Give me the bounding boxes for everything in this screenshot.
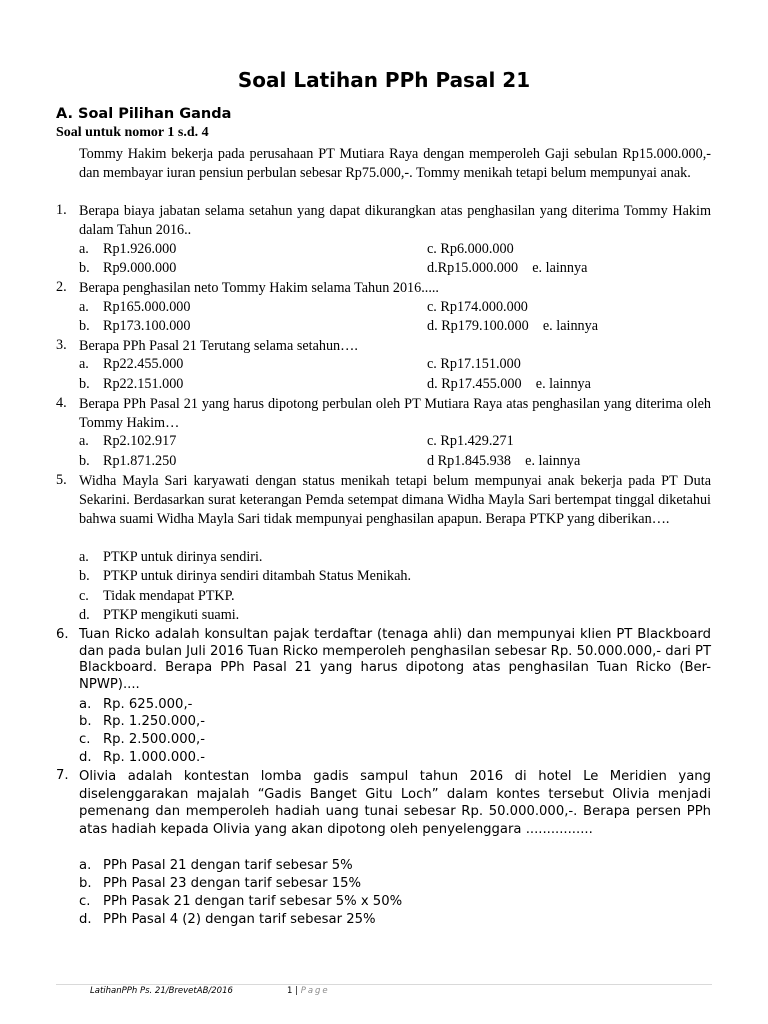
option-c: c. Rp17.151.000 (427, 356, 521, 372)
option-a (79, 299, 191, 316)
question-text: Olivia adalah kontestan lomba gadis sampul tahun 2016 di hotel Le Meridien yang diselenggarakan majalah “Gadis Banget Gitu Loch” dalam kontes tersebut Olivia menjadi pemenang dan memperoleh hadiah uang tunai sebesar Rp. 50.000.000,-. Berapa persen PPh atas hadiah kepada Olivia yang akan dipotong oleh penyelenggara ................ (79, 769, 711, 837)
question-number: 3. (56, 337, 67, 353)
option-d (79, 912, 376, 927)
option-a (79, 433, 176, 450)
option-d-e (427, 376, 591, 393)
option-text: Rp1.871.250 (103, 453, 177, 469)
option-a (79, 697, 192, 712)
option-d-e (427, 318, 598, 335)
option-a (79, 858, 353, 873)
option-d-e (427, 260, 587, 277)
option-letter: c. (79, 588, 89, 604)
question-number: 6. (56, 627, 69, 642)
section-heading (56, 106, 231, 122)
option-b (79, 568, 411, 585)
question-text: Tuan Ricko adalah konsultan pajak terdaftar (tenaga ahli) dan mempunyai klien PT Blackboard dan pada bulan Juli 2016 Tuan Ricko memperoleh penghasilan sebesar Rp. 50.000.000,- dari PT Blackboard. Berapa PPh Pasal 21 yang harus dipotong atas penghasilan Tuan Ricko (Ber-NPWP).... (79, 627, 711, 692)
option-text: Rp9.000.000 (103, 260, 177, 276)
option-b (79, 376, 183, 393)
option-e: e. lainnya (535, 376, 591, 392)
option-text: Rp165.000.000 (103, 299, 191, 315)
option-letter: d. (79, 607, 90, 623)
option-d: d. Rp179.100.000 (427, 318, 529, 334)
page-number: 1 (287, 986, 293, 996)
option-c (79, 894, 402, 909)
option-letter: d. (79, 750, 92, 765)
option-c: c. Rp6.000.000 (427, 241, 514, 257)
option-text: Rp2.102.917 (103, 433, 177, 449)
option-letter: b. (79, 376, 90, 392)
option-letter: c. (79, 894, 91, 909)
option-text: Rp. 1.250.000,- (103, 714, 205, 729)
option-text: Rp22.455.000 (103, 356, 184, 372)
option-text: Rp. 2.500.000,- (103, 732, 205, 747)
option-text: PPh Pasal 23 dengan tarif sebesar 15% (103, 876, 362, 891)
question-text: Berapa penghasilan neto Tommy Hakim selama Tahun 2016..... (79, 280, 439, 296)
question-text: Widha Mayla Sari karyawati dengan status menikah tetapi belum mempunyai anak bekerja pada PT Duta Sekarini. Berdasarkan surat keterangan Pemda setempat dimana Widha Mayla Sari bertempat tinggal diketahui bahwa suami Widha Mayla Sari tidak mempunyai penghasilan apapun. Berapa PTKP yang diberikan…. (79, 473, 711, 528)
option-text: Rp22.151.000 (103, 376, 184, 392)
option-a (79, 356, 183, 373)
option-text: PTKP untuk dirinya sendiri ditambah Status Menikah. (103, 568, 412, 584)
question-number: 5. (56, 472, 67, 488)
page-word: Page (300, 986, 330, 996)
option-letter: a. (79, 299, 89, 315)
option-letter: a. (79, 697, 92, 712)
question-text: Berapa PPh Pasal 21 Terutang selama setahun…. (79, 338, 358, 354)
option-d-e (427, 453, 580, 470)
option-b (79, 318, 191, 335)
option-c (79, 588, 235, 605)
option-text: Tidak mendapat PTKP. (103, 588, 235, 604)
option-d: d.Rp15.000.000 (427, 260, 519, 276)
option-b (79, 260, 176, 277)
option-letter: b. (79, 714, 92, 729)
option-c: c. Rp1.429.271 (427, 433, 514, 449)
option-text: Rp1.926.000 (103, 241, 177, 257)
option-letter: c. (79, 732, 91, 747)
question-number: 1. (56, 202, 67, 218)
option-d (79, 750, 205, 765)
intro-paragraph: Tommy Hakim bekerja pada perusahaan PT Mutiara Raya dengan memperoleh Gaji sebulan Rp15.000.000,- dan membayar iuran pensiun perbulan sebesar Rp75.000,-. Tommy menikah tetapi belum mempunyai anak. (79, 146, 711, 182)
option-e: e. lainnya (525, 453, 581, 469)
option-d: d Rp1.845.938 (427, 453, 511, 469)
footer-doc-label: LatihanPPh Ps. 21/BrevetAB/2016 (90, 986, 233, 996)
option-text: Rp173.100.000 (103, 318, 191, 334)
option-e: e. lainnya (532, 260, 588, 276)
option-letter: a. (79, 549, 89, 565)
option-a (79, 241, 176, 258)
option-text: Rp. 625.000,- (103, 697, 193, 712)
option-letter: a. (79, 356, 89, 372)
option-letter: b. (79, 318, 90, 334)
option-letter: a. (79, 241, 89, 257)
option-letter: b. (79, 876, 92, 891)
question-number: 4. (56, 395, 67, 411)
option-c (79, 732, 205, 747)
page-separator: | (295, 986, 298, 996)
option-text: Rp. 1.000.000.- (103, 750, 205, 765)
option-e: e. lainnya (542, 318, 599, 334)
option-b (79, 714, 205, 729)
question-text: Berapa PPh Pasal 21 yang harus dipotong perbulan oleh PT Mutiara Raya atas penghasilan yang diterima oleh Tommy Hakim… (79, 396, 711, 432)
option-text: PTKP untuk dirinya sendiri. (103, 549, 263, 565)
option-letter: d. (79, 912, 92, 927)
option-b (79, 876, 361, 891)
option-c: c. Rp174.000.000 (427, 299, 528, 315)
option-text: PPh Pasak 21 dengan tarif sebesar 5% x 50% (103, 894, 403, 909)
question-number: 7. (56, 768, 69, 783)
option-letter: b. (79, 453, 90, 469)
option-d (79, 607, 239, 624)
page-title: Soal Latihan PPh Pasal 21 (237, 68, 531, 92)
question-number: 2. (56, 279, 67, 295)
option-text: PPh Pasal 21 dengan tarif sebesar 5% (103, 858, 353, 873)
option-b (79, 453, 176, 470)
option-text: PTKP mengikuti suami. (103, 607, 240, 623)
option-d: d. Rp17.455.000 (427, 376, 522, 392)
subheading: Soal untuk nomor 1 s.d. 4 (56, 125, 209, 140)
footer-page-indicator (287, 986, 330, 996)
option-a (79, 549, 262, 566)
option-letter: b. (79, 260, 90, 276)
option-text: PPh Pasal 4 (2) dengan tarif sebesar 25% (103, 912, 376, 927)
option-letter: a. (79, 433, 89, 449)
section-label: Soal Pilihan Ganda (78, 106, 232, 122)
section-letter: A. (56, 106, 73, 122)
option-letter: a. (79, 858, 92, 873)
option-letter: b. (79, 568, 90, 584)
footer-divider (56, 984, 712, 985)
question-text: Berapa biaya jabatan selama setahun yang dapat dikurangkan atas penghasilan yang diterima Tommy Hakim dalam Tahun 2016.. (79, 203, 711, 239)
